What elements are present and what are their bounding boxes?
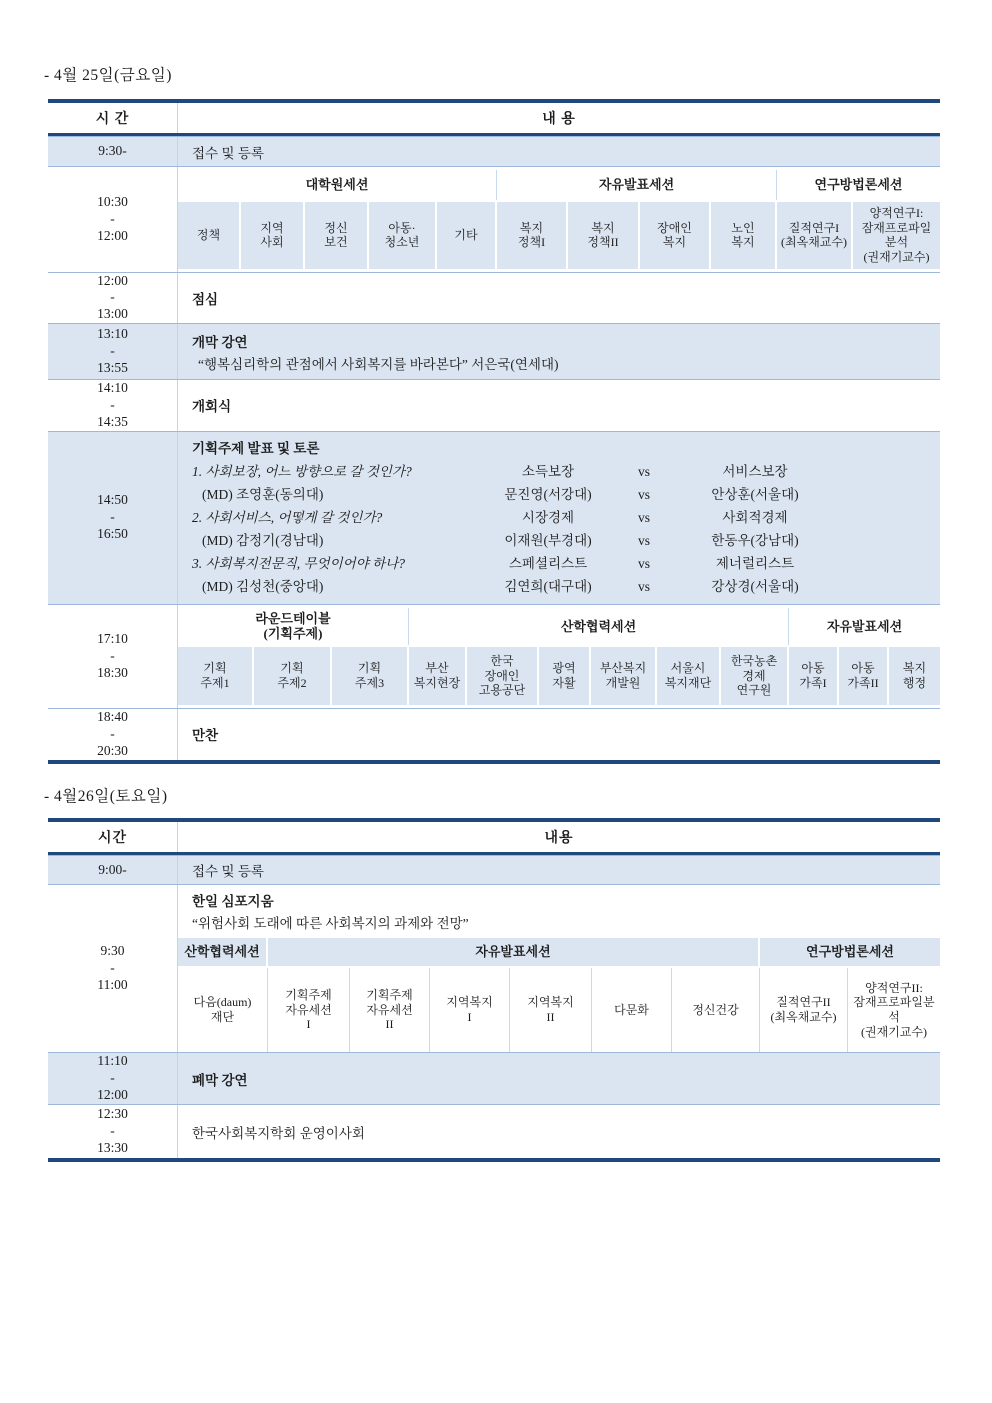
day1-header-content: 내 용 [542,112,576,127]
day2-header-content: 내용 [544,831,574,846]
session-cells [178,645,940,705]
day1-header-time: 시 간 [48,103,178,133]
debate-line [178,529,940,552]
day2-header-time: 시간 [48,822,178,852]
time-label: 12:30 - 13:30 [48,1105,178,1158]
debate-topic: 2. 사회서비스, 어떻게 갈 것인가? [192,509,383,525]
time-label: 9:00- [48,856,178,884]
event-label: 접수 및 등록 [192,864,264,879]
session-cell: 복지 정책I [497,200,568,269]
vs-label: vs [637,532,650,548]
debate-moderator: (MD) 김성천(중앙대) [202,578,324,594]
session-group-headers [178,938,940,968]
day1-row-opening-ceremony [48,379,940,431]
event-label: 개회식 [192,399,232,415]
debate-side-b: 안상훈(서울대) [711,486,799,502]
symposium-subtitle: “위험사회 도래에 따른 사회복지의 과제와 전망” [192,916,469,931]
time-label: 14:10 - 14:35 [48,380,178,431]
day1-row-registration [48,136,940,166]
session-group-title: 산학협력세션 [409,608,789,645]
session-cell: 아동 가족I [789,645,839,705]
session-grid [178,605,940,708]
time-label: 10:30 - 12:00 [48,167,178,272]
session-group-title: 자유발표세션 [268,938,760,968]
session-cell: 양적연구I: 잠재프로파일 분석 (권재기교수) [853,200,940,269]
day2-title: - 4월26일(토요일) [44,788,168,805]
session-group-title: 자유발표세션 [789,608,940,645]
session-cell: 광역 자활 [539,645,591,705]
session-cells [178,200,940,269]
debate-line [178,506,940,529]
vs-label: vs [637,463,650,479]
debate-line [178,460,940,483]
debate-topic: 1. 사회보장, 어느 방향으로 갈 것인가? [192,463,412,479]
session-group-headers [178,608,940,645]
lecture-subtitle: “행복심리학의 관점에서 사회복지를 바라본다” 서은국(연세대) [198,356,559,372]
session-grid [178,938,940,1052]
time-label: 13:10 - 13:55 [48,324,178,379]
session-cell: 기획 주제3 [332,645,409,705]
debate-line [178,483,940,506]
event-label: 점심 [192,291,219,307]
day1-row-opening-lecture [48,323,940,379]
day1-table-header [48,103,940,136]
debate-heading: 기획주제 발표 및 토론 [192,440,320,456]
debate-side-b: 한동우(강남대) [711,532,799,548]
session-group-title: 산학협력세션 [178,938,268,968]
session-cell: 질적연구I (최옥채교수) [777,200,853,269]
debate-side-a: 스페셜리스트 [508,555,588,571]
session-group-title: 연구방법론세션 [777,170,940,200]
session-cell: 아동· 청소년 [369,200,437,269]
day2-row-registration [48,855,940,884]
vs-label: vs [637,486,650,502]
day1-row-plenary-debate [48,431,940,604]
session-cell: 기획 주제1 [178,645,254,705]
session-cell: 복지 정책II [568,200,640,269]
session-group-title: 대학원세션 [178,170,497,200]
day1-row-lunch [48,272,940,324]
session-group-title: 자유발표세션 [497,170,777,200]
day1-row-banquet [48,708,940,760]
session-group-title: 라운드테이블 (기획주제) [178,608,409,645]
day2-row-closing-lecture [48,1052,940,1104]
time-label: 11:10 - 12:00 [48,1053,178,1104]
day1-row-evening-sessions [48,604,940,708]
session-cell: 서울시 복지재단 [657,645,721,705]
session-cell: 복지 행정 [889,645,940,705]
time-label: 12:00 - 13:00 [48,273,178,324]
session-cell: 정신건강 [672,968,760,1052]
session-cell: 한국농촌 경제 연구원 [721,645,789,705]
debate-side-b: 사회적경제 [722,509,788,525]
day2-row-morning-sessions [48,884,940,1052]
debate-side-a: 이재원(부경대) [504,532,592,548]
lecture-title: 개막 강연 [192,334,248,350]
session-cell: 기획주제 자유세션 II [350,968,430,1052]
session-cell: 아동 가족II [839,645,889,705]
session-group-headers [178,170,940,200]
schedule-table-day2 [48,818,940,1162]
session-cell: 지역복지 I [430,968,510,1052]
debate-side-a: 김연희(대구대) [504,578,592,594]
time-label: 17:10 - 18:30 [48,605,178,708]
session-cells [178,968,940,1052]
debate-block [178,432,940,604]
debate-moderator: (MD) 조영훈(동의대) [202,486,324,502]
session-cell: 지역복지 II [510,968,592,1052]
session-cell: 기획 주제2 [254,645,332,705]
event-label: 만찬 [192,728,219,744]
symposium-title: 한일 심포지움 [192,894,274,909]
schedule-table-day1 [48,99,940,764]
session-cell: 부산복지 개발원 [591,645,657,705]
session-cell: 한국 장애인 고용공단 [467,645,539,705]
session-cell: 노인 복지 [711,200,777,269]
event-label: 폐막 강연 [192,1072,248,1088]
session-cell: 정신 보건 [305,200,369,269]
vs-label: vs [637,509,650,525]
session-cell: 질적연구II (최옥채교수) [760,968,848,1052]
debate-side-a: 소득보장 [521,463,575,479]
session-cell: 기획주제 자유세션 I [268,968,350,1052]
time-label: 18:40 - 20:30 [48,709,178,760]
time-label: 9:30 - 11:00 [48,885,178,1052]
day2-table-header [48,822,940,855]
time-label: 9:30- [48,137,178,166]
debate-side-b: 서비스보장 [722,463,788,479]
session-cell: 다음(daum) 재단 [178,968,268,1052]
symposium-block [178,885,940,938]
event-label: 접수 및 등록 [192,145,264,161]
session-grid [178,167,940,272]
session-cell: 양적연구II: 잠재프로파일분 석 (권재기교수) [848,968,940,1052]
day1-title: - 4월 25일(금요일) [44,67,172,84]
session-cell: 부산 복지현장 [409,645,467,705]
debate-topic: 3. 사회복지전문직, 무엇이어야 하나? [192,555,405,571]
session-cell: 기타 [437,200,497,269]
day1-row-morning-sessions [48,166,940,272]
debate-moderator: (MD) 감정기(경남대) [202,532,324,548]
debate-side-a: 시장경제 [521,509,575,525]
debate-side-a: 문진영(서강대) [504,486,592,502]
debate-line [178,552,940,575]
session-cell: 다문화 [592,968,672,1052]
event-label: 한국사회복지학회 운영이사회 [192,1125,365,1141]
debate-side-b: 제너럴리스트 [715,555,795,571]
day2-row-board-meeting [48,1104,940,1158]
session-cell: 지역 사회 [241,200,305,269]
session-cell: 정책 [178,200,241,269]
vs-label: vs [637,578,650,594]
debate-side-b: 강상경(서울대) [711,578,799,594]
session-cell: 장애인 복지 [640,200,711,269]
debate-line [178,575,940,598]
time-label: 14:50 - 16:50 [48,432,178,604]
vs-label: vs [637,555,650,571]
session-group-title: 연구방법론세션 [760,938,940,968]
